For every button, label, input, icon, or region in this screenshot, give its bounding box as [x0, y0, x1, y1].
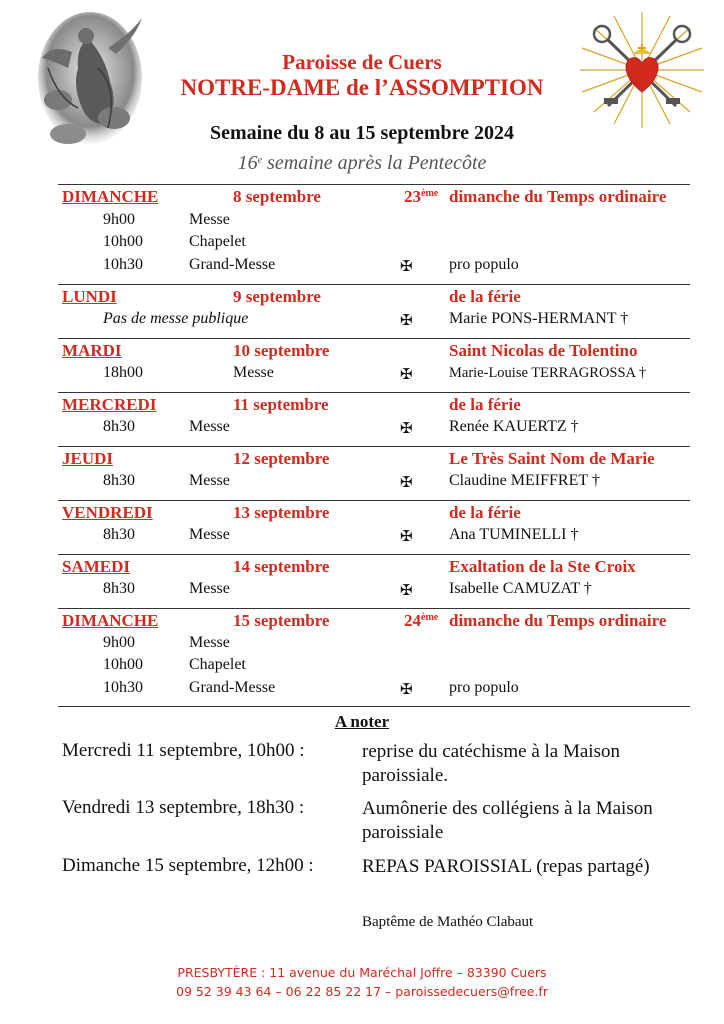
note-extra: Baptême de Mathéo Clabaut — [362, 914, 534, 930]
cross-icon: ✠ — [400, 529, 413, 545]
activity: Grand-Messe — [189, 256, 276, 273]
day-date: 10 septembre — [233, 341, 330, 360]
day-name: LUNDI — [62, 287, 117, 306]
mass-intention: pro populo — [449, 256, 519, 273]
day-name: DIMANCHE — [62, 187, 159, 206]
mass-intention: Isabelle CAMUZAT † — [449, 580, 592, 597]
day-date: 9 septembre — [233, 287, 321, 306]
activity: Pas de messe publique — [103, 310, 249, 327]
parish-name: Paroisse de Cuers — [282, 50, 442, 74]
cross-icon: ✠ — [400, 367, 413, 383]
cross-icon: ✠ — [400, 583, 413, 599]
week-title: Semaine du 8 au 15 septembre 2024 — [209, 122, 515, 144]
day-name: DIMANCHE — [62, 611, 159, 630]
day-date: 14 septembre — [233, 557, 330, 576]
day-name: JEUDI — [62, 449, 114, 468]
mass-time: 10h30 — [103, 256, 143, 273]
sunday-ordinal: 24ème — [404, 611, 439, 630]
divider — [58, 554, 690, 555]
feast-label: Le Très Saint Nom de Marie — [449, 449, 655, 468]
feast-label: dimanche du Temps ordinaire — [449, 611, 667, 630]
week-subtitle: 16e semaine après la Pentecôte — [237, 152, 487, 174]
mass-intention: pro populo — [449, 679, 519, 696]
divider — [58, 338, 690, 339]
activity: Messe — [189, 418, 230, 435]
activity: Grand-Messe — [189, 679, 276, 696]
mass-time: 18h00 — [103, 364, 143, 381]
activity: Chapelet — [189, 233, 246, 250]
cross-icon: ✠ — [400, 313, 413, 329]
sunday-ordinal: 23ème — [404, 187, 439, 206]
activity: Messe — [189, 211, 230, 228]
day-date: 11 septembre — [233, 395, 329, 414]
mass-time: 9h00 — [103, 211, 135, 228]
day-name: MERCREDI — [62, 395, 157, 414]
note-text: Aumônerie des collégiens à la Maison paroissiale — [362, 798, 653, 843]
cross-icon: ✠ — [400, 421, 413, 437]
mass-intention: Renée KAUERTZ † — [449, 418, 579, 435]
note-label: Dimanche 15 septembre, 12h00 : — [62, 855, 314, 876]
notes-title: A noter — [334, 712, 390, 731]
activity: Messe — [189, 526, 230, 543]
presbytery-address: PRESBYTÈRE : 11 avenue du Maréchal Joffre – 83390 Cuers — [177, 965, 547, 980]
day-date: 13 septembre — [233, 503, 330, 522]
day-date: 12 septembre — [233, 449, 330, 468]
feast-label: dimanche du Temps ordinaire — [449, 187, 667, 206]
mass-intention: Ana TUMINELLI † — [449, 526, 579, 543]
divider — [58, 608, 690, 609]
day-date: 8 septembre — [233, 187, 321, 206]
activity: Messe — [189, 634, 230, 651]
activity: Messe — [189, 580, 230, 597]
mass-time: 10h00 — [103, 656, 143, 673]
feast-label: de la férie — [449, 287, 521, 306]
mass-time: 8h30 — [103, 418, 135, 435]
divider — [58, 446, 690, 447]
mass-time: 8h30 — [103, 472, 135, 489]
church-name: NOTRE-DAME de l’ASSOMPTION — [180, 75, 544, 100]
feast-label: de la férie — [449, 395, 521, 414]
day-name: VENDREDI — [62, 503, 153, 522]
divider — [58, 284, 690, 285]
divider — [58, 500, 690, 501]
cross-icon: ✠ — [400, 682, 413, 698]
cross-icon: ✠ — [400, 259, 413, 275]
activity: Messe — [233, 364, 274, 381]
divider — [58, 706, 690, 707]
feast-label: Saint Nicolas de Tolentino — [449, 341, 638, 360]
mass-time: 9h00 — [103, 634, 135, 651]
note-label: Vendredi 13 septembre, 18h30 : — [62, 797, 305, 818]
divider — [58, 392, 690, 393]
mass-time: 8h30 — [103, 580, 135, 597]
cross-icon: ✠ — [400, 475, 413, 491]
mass-intention: Marie PONS-HERMANT † — [449, 310, 629, 327]
activity: Chapelet — [189, 656, 246, 673]
mass-time: 8h30 — [103, 526, 135, 543]
activity: Messe — [189, 472, 230, 489]
divider — [58, 184, 690, 185]
contact-info: 09 52 39 43 64 – 06 22 85 22 17 – paroissedecuers@free.fr — [176, 984, 548, 999]
day-date: 15 septembre — [233, 611, 330, 630]
note-label: Mercredi 11 septembre, 10h00 : — [62, 740, 305, 761]
note-text: reprise du catéchisme à la Maison paroissiale. — [362, 741, 620, 786]
mass-intention: Claudine MEIFFRET † — [449, 472, 600, 489]
day-name: MARDI — [62, 341, 122, 360]
feast-label: Exaltation de la Ste Croix — [449, 557, 636, 576]
mass-time: 10h00 — [103, 233, 143, 250]
day-name: SAMEDI — [62, 557, 131, 576]
mass-time: 10h30 — [103, 679, 143, 696]
mass-intention: Marie-Louise TERRAGROSSA † — [449, 365, 647, 381]
note-text: REPAS PAROISSIAL (repas partagé) — [362, 856, 650, 877]
feast-label: de la férie — [449, 503, 521, 522]
